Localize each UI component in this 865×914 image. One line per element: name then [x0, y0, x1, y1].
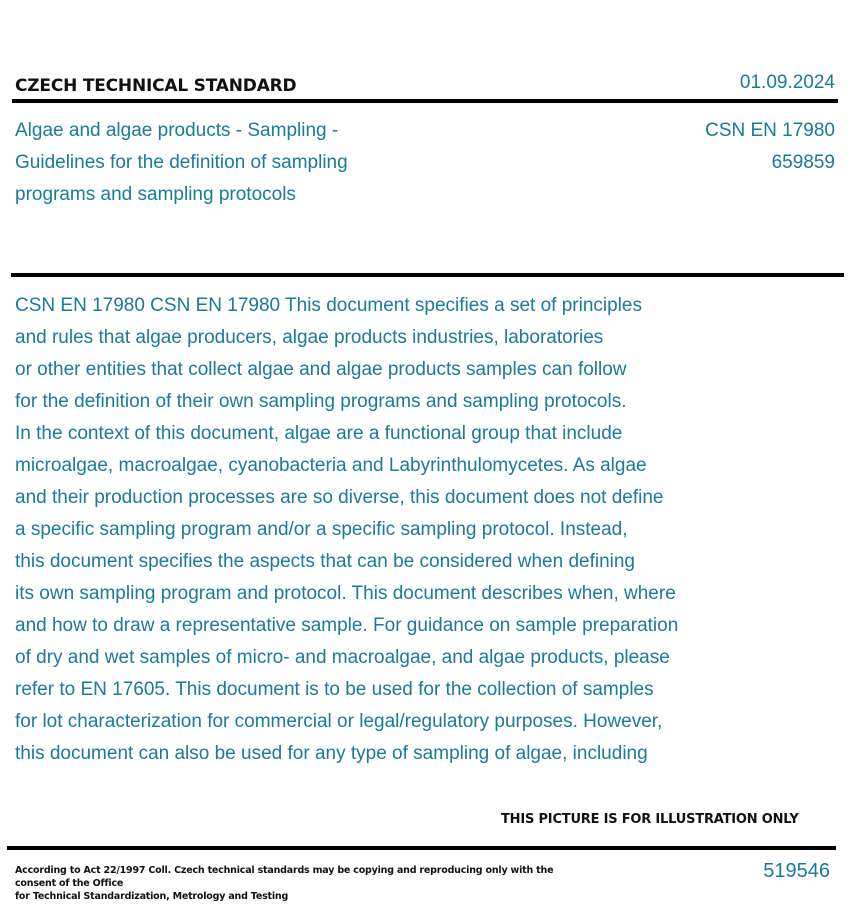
standard-code: CSN EN 17980: [705, 120, 835, 141]
legal-note-line: for Technical Standardization, Metrology and Testing: [15, 891, 289, 902]
legal-note: [15, 864, 595, 903]
illustration-notice: THIS PICTURE IS FOR ILLUSTRATION ONLY: [501, 812, 799, 827]
footer-divider: [7, 846, 836, 850]
header-divider: [12, 99, 838, 103]
standard-type-label: CZECH TECHNICAL STANDARD: [15, 76, 297, 96]
legal-note-line: According to Act 22/1997 Coll. Czech technical standards may be copying and reproducing only with the consent of the Office: [15, 865, 554, 889]
publication-date: 01.09.2024: [739, 72, 835, 93]
title-line: Guidelines for the definition of sampling: [15, 152, 348, 173]
document-title: [15, 115, 435, 211]
footer-number: 519546: [763, 860, 830, 882]
title-line: programs and sampling protocols: [15, 184, 296, 205]
document-codes: [705, 115, 835, 179]
catalog-number: 659859: [771, 152, 835, 173]
abstract-text: CSN EN 17980 CSN EN 17980 This document specifies a set of principles and rules that algae producers, algae products industries, laboratories or other entities that collect algae and algae products samples can follow for the definition of their own sampling programs and sampling protocols. In the context of this document, algae are a functional group that include microalgae, macroalgae, cyanobacteria and Labyrinthulomycetes. As algae and their production processes are so diverse, this document does not define a specific sampling program and/or a specific sampling protocol. Instead, this document specifies the aspects that can be considered when defining its own sampling program and protocol. This document describes when, where and how to draw a representative sample. For guidance on sample preparation of dry and wet samples of micro- and macroalgae, and algae products, please refer to EN 17605. This document is to be used for the collection of samples for lot characterization for commercial or legal/regulatory purposes. However, this document can also be used for any type of sampling of algae, including: [15, 295, 679, 764]
title-divider: [11, 273, 844, 277]
title-line: Algae and algae products - Sampling -: [15, 120, 339, 141]
